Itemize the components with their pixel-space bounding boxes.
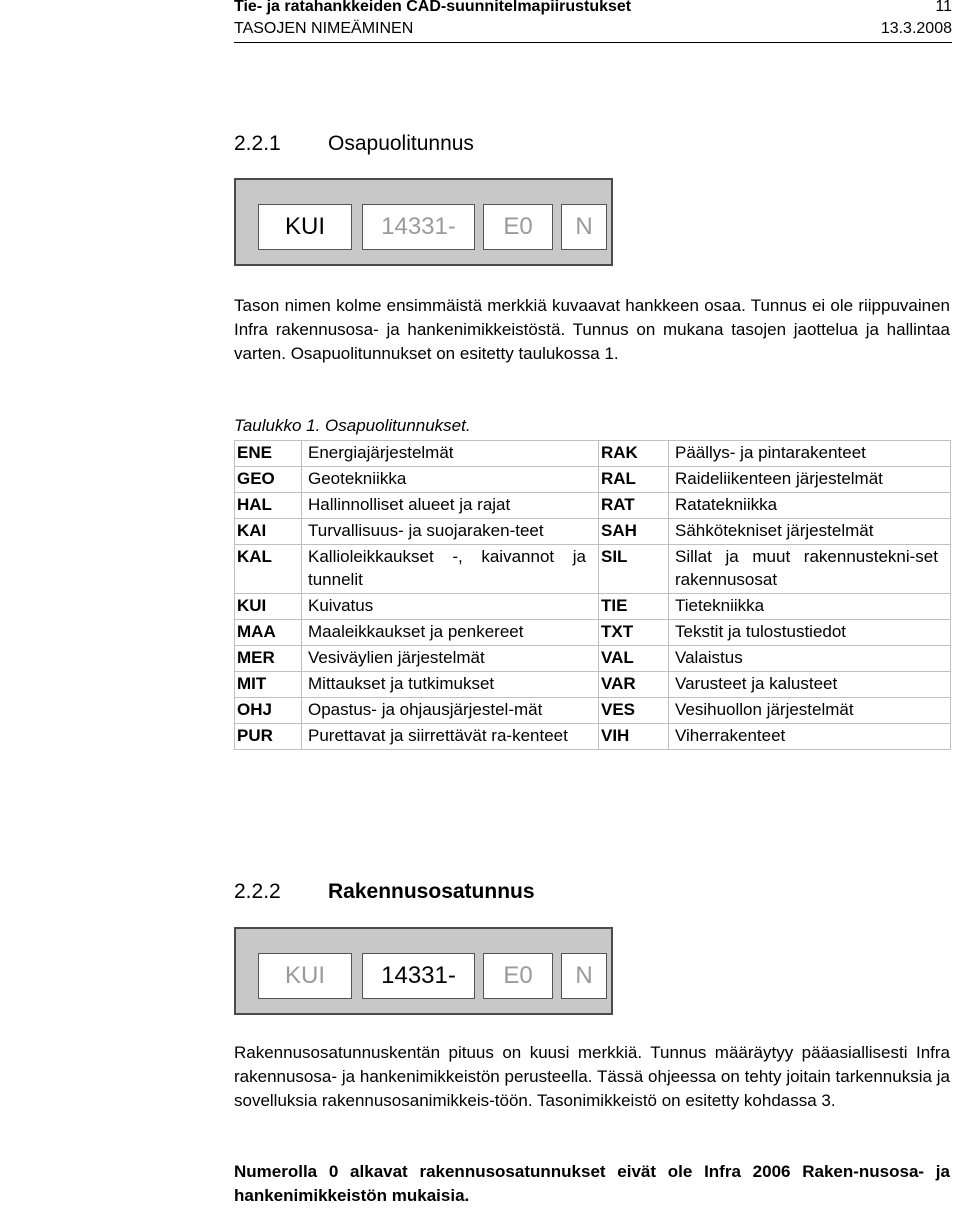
document-subtitle: TASOJEN NIMEÄMINEN: [234, 20, 414, 37]
description-cell: Varusteet ja kalusteet: [669, 672, 951, 698]
description-cell: Mittaukset ja tutkimukset: [302, 672, 599, 698]
section1-paragraph: Tason nimen kolme ensimmäistä merkkiä kuvaavat hankkeen osaa. Tunnus ei ole riippuvainen Infra rakennusosa- ja hankenimikkeistöstä. Tunnus on mukana tasojen jaottelua ja hallintaa varten. Osapuolitunnukset on esitetty taulukossa 1.: [234, 296, 950, 363]
description-cell: Opastus- ja ohjausjärjestel-mät: [302, 698, 599, 724]
code-field-tila: E0: [483, 953, 553, 999]
code-field-osapuoli: KUI: [258, 204, 352, 250]
layer-code-diagram-osapuoli: [234, 178, 613, 266]
code-field-rakennusosa: 14331-: [362, 204, 475, 250]
description-cell: Energiajärjestelmät: [302, 441, 599, 467]
code-cell: SAH: [599, 519, 669, 545]
description-cell: Raideliikenteen järjestelmät: [669, 467, 951, 493]
code-field-osapuoli: KUI: [258, 953, 352, 999]
section-number: 2.2.2: [234, 880, 281, 903]
section-title: Osapuolitunnus: [328, 132, 474, 155]
code-field-tila: E0: [483, 204, 553, 250]
document-title: Tie- ja ratahankkeiden CAD-suunnitelmapiirustukset: [234, 0, 632, 15]
description-cell: Turvallisuus- ja suojaraken-teet: [302, 519, 599, 545]
code-cell: RAT: [599, 493, 669, 519]
section-heading-222: [234, 880, 535, 904]
table-row: [235, 594, 951, 620]
description-cell: Tekstit ja tulostustiedot: [669, 620, 951, 646]
document-date: 13.3.2008: [880, 20, 952, 37]
description-cell: Purettavat ja siirrettävät ra-kenteet: [302, 724, 599, 750]
code-cell: PUR: [235, 724, 302, 750]
code-cell: MAA: [235, 620, 302, 646]
description-cell: Hallinnolliset alueet ja rajat: [302, 493, 599, 519]
description-cell: Maaleikkaukset ja penkereet: [302, 620, 599, 646]
section2-note: Numerolla 0 alkavat rakennusosatunnukset eivät ole Infra 2006 Raken-nusosa- ja hankenimikkeistön mukaisia.: [234, 1162, 950, 1205]
table-row: [235, 672, 951, 698]
page-number: 11: [935, 0, 952, 15]
code-field-n: N: [561, 953, 607, 999]
table-row: [235, 724, 951, 750]
code-cell: VAR: [599, 672, 669, 698]
description-cell: Geotekniikka: [302, 467, 599, 493]
code-cell: GEO: [235, 467, 302, 493]
code-cell: HAL: [235, 493, 302, 519]
table-row: [235, 698, 951, 724]
code-cell: SIL: [599, 545, 669, 594]
code-cell: KAL: [235, 545, 302, 594]
description-cell: Vesiväylien järjestelmät: [302, 646, 599, 672]
table-row: [235, 620, 951, 646]
code-cell: RAL: [599, 467, 669, 493]
code-cell: TIE: [599, 594, 669, 620]
description-cell: Sähkötekniset järjestelmät: [669, 519, 951, 545]
code-cell: ENE: [235, 441, 302, 467]
description-cell: Tietekniikka: [669, 594, 951, 620]
table-row: [235, 467, 951, 493]
code-cell: KUI: [235, 594, 302, 620]
code-cell: OHJ: [235, 698, 302, 724]
description-cell: Kallioleikkaukset -, kaivannot ja tunnelit: [302, 545, 599, 594]
description-cell: Vesihuollon järjestelmät: [669, 698, 951, 724]
description-cell: Päällys- ja pintarakenteet: [669, 441, 951, 467]
code-cell: MER: [235, 646, 302, 672]
code-cell: KAI: [235, 519, 302, 545]
code-cell: RAK: [599, 441, 669, 467]
table-row: [235, 441, 951, 467]
table-row: [235, 646, 951, 672]
code-cell: VES: [599, 698, 669, 724]
table-row: [235, 545, 951, 594]
header-rule: [234, 42, 952, 43]
description-cell: Ratatekniikka: [669, 493, 951, 519]
table-row: [235, 519, 951, 545]
section-title: Rakennusosatunnus: [328, 880, 535, 903]
description-cell: Viherrakenteet: [669, 724, 951, 750]
section-number: 2.2.1: [234, 132, 281, 155]
code-field-n: N: [561, 204, 607, 250]
description-cell: Kuivatus: [302, 594, 599, 620]
code-cell: TXT: [599, 620, 669, 646]
description-cell: Sillat ja muut rakennustekni-set rakennusosat: [669, 545, 951, 594]
osapuolitunnus-table: [234, 440, 951, 750]
code-cell: VIH: [599, 724, 669, 750]
table-row: [235, 493, 951, 519]
layer-code-diagram-rakennusosa: [234, 927, 613, 1015]
section2-paragraph: Rakennusosatunnuskentän pituus on kuusi merkkiä. Tunnus määräytyy pääasiallisesti Infra rakennusosa- ja hankenimikkeistön perusteella. Tässä ohjeessa on tehty joitain tarkennuksia ja sovelluksia rakennusosanimikkeis-töön. Tasonimikkeistö on esitetty kohdassa 3.: [234, 1043, 950, 1110]
code-field-rakennusosa: 14331-: [362, 953, 475, 999]
description-cell: Valaistus: [669, 646, 951, 672]
section-heading-221: [234, 132, 474, 156]
code-cell: VAL: [599, 646, 669, 672]
code-cell: MIT: [235, 672, 302, 698]
table-caption: Taulukko 1. Osapuolitunnukset.: [234, 416, 471, 435]
